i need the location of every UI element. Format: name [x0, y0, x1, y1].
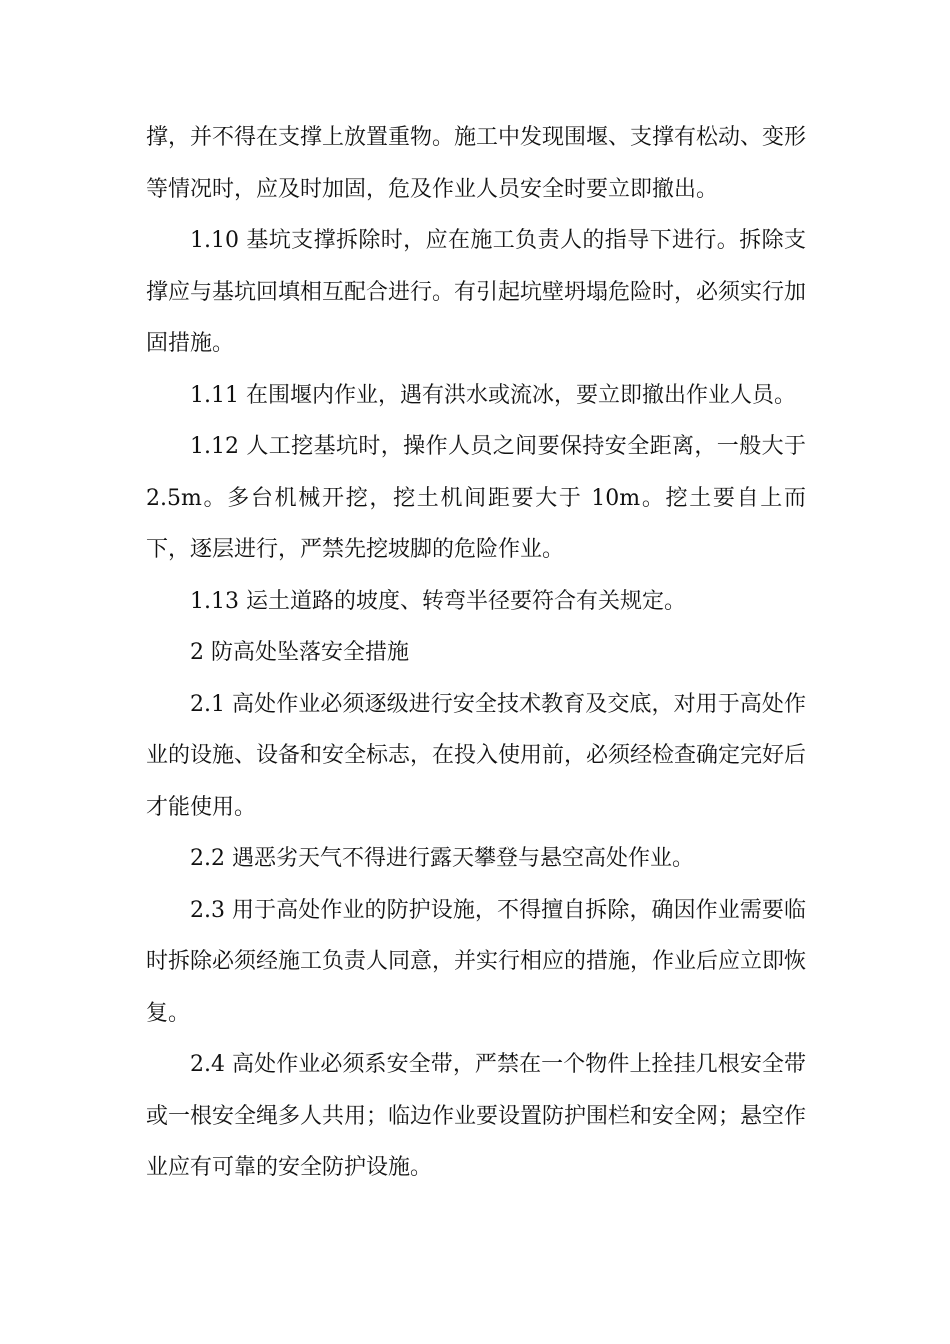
document-body: [146, 112, 806, 1194]
paragraph-2-3: 2.3 用于高处作业的防护设施，不得擅自拆除，确因作业需要临时拆除必须经施工负责人同意，并实行相应的措施，作业后应立即恢复。: [146, 897, 807, 1026]
paragraph-1-10: 1.10 基坑支撑拆除时，应在施工负责人的指导下进行。拆除支撑应与基坑回填相互配合进行。有引起坑壁坍塌危险时，必须实行加固措施。: [146, 228, 807, 356]
paragraph-continuation: 撑，并不得在支撑上放置重物。施工中发现围堰、支撑有松动、变形等情况时，应及时加固，危及作业人员安全时要立即撤出。: [146, 125, 807, 202]
paragraph-2-4: 2.4 高处作业必须系安全带，严禁在一个物件上拴挂几根安全带或一根安全绳多人共用；临边作业要设置防护围栏和安全网；悬空作业应有可靠的安全防护设施。: [146, 1052, 807, 1180]
section-heading-2: 2 防高处坠落安全措施: [190, 640, 409, 665]
paragraph-2-2: 2.2 遇恶劣天气不得进行露天攀登与悬空高处作业。: [190, 846, 694, 871]
paragraph-1-11: 1.11 在围堰内作业，遇有洪水或流冰，要立即撤出作业人员。: [190, 382, 796, 408]
paragraph-1-12: 1.12 人工挖基坑时，操作人员之间要保持安全距离，一般大于2.5m。多台机械开挖，挖土机间距要大于 10m。挖土要自上而下，逐层进行，严禁先挖坡脚的危险作业。: [146, 434, 806, 562]
paragraph-1-13: 1.13 运土道路的坡度、转弯半径要符合有关规定。: [190, 588, 686, 614]
paragraph-2-1: 2.1 高处作业必须逐级进行安全技术教育及交底，对用于高处作业的设施、设备和安全标志，在投入使用前，必须经检查确定完好后才能使用。: [146, 691, 807, 820]
